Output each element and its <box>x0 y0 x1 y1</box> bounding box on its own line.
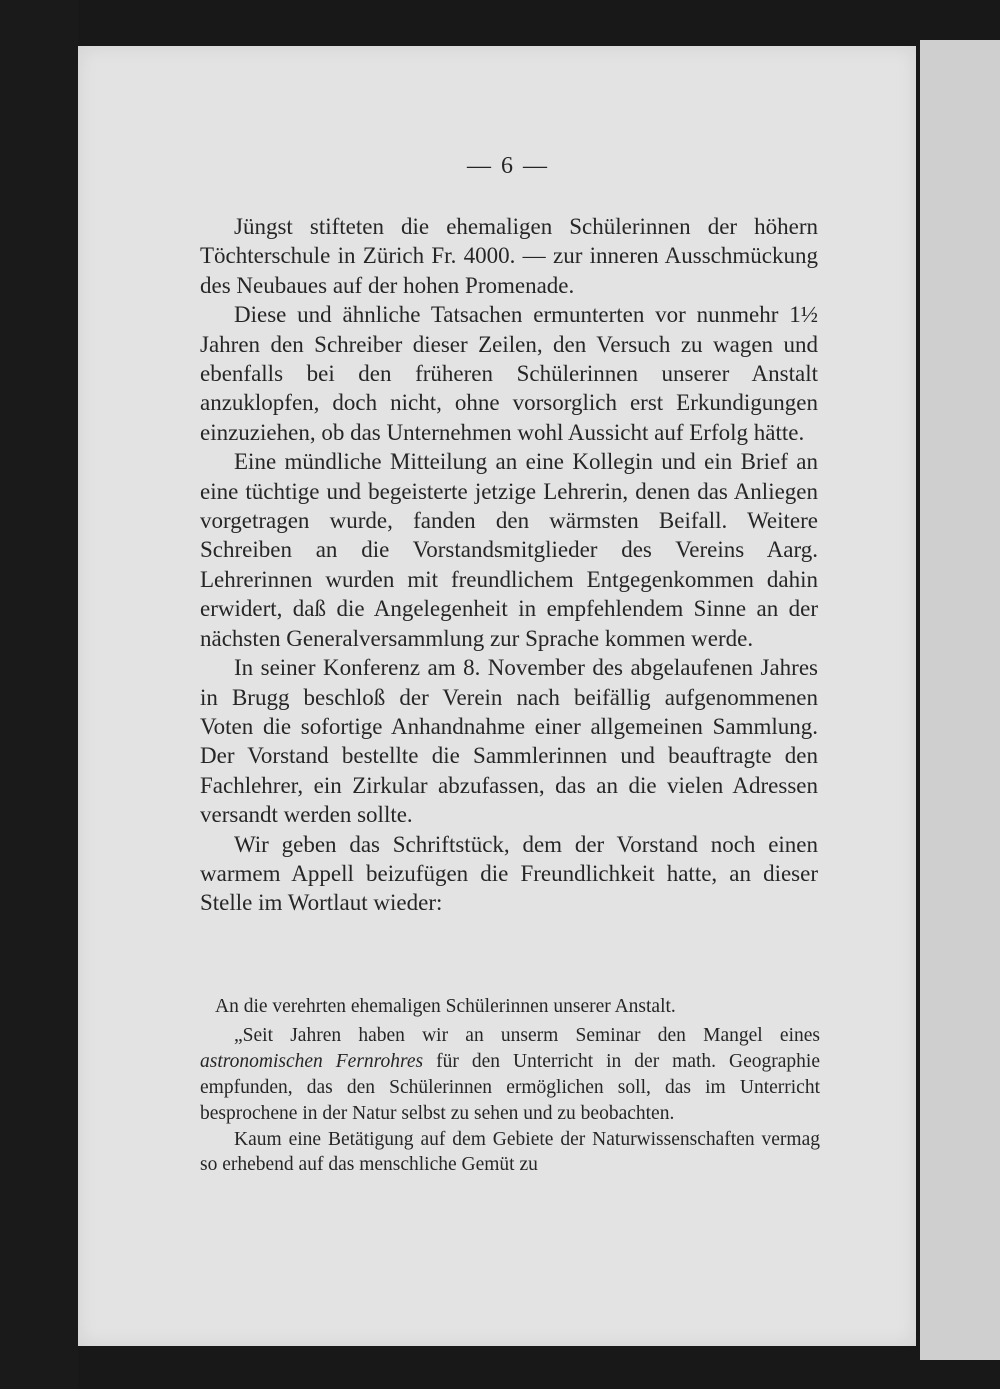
paragraph: Wir geben das Schriftstück, dem der Vorstand noch einen warmem Appell beizufügen die Freundlichkeit hatte, an dieser Stelle im Wortlaut wieder: <box>200 831 818 916</box>
letter-paragraph <box>200 1023 820 1127</box>
main-text <box>200 212 818 918</box>
letter-text: für den Unterricht in der math. Geographie empfunden, das den Schülerinnen ermöglichen soll, das im Unterricht besprochene in der Natur selbst zu sehen und zu beobachten. <box>200 1050 820 1124</box>
letter-emphasis: astronomischen Fernrohres <box>200 1050 424 1072</box>
scan-border <box>0 0 78 1389</box>
letter-text: „Seit Jahren haben wir an unserm Seminar den Mangel eines <box>234 1024 820 1046</box>
paragraph: Diese und ähnliche Tatsachen ermunterten vor nunmehr 1½ Jahren den Schreiber dieser Zeilen, den Versuch zu wagen und ebenfalls bei den früheren Schülerinnen unserer Anstalt anzuklopfen, doch nicht, ohne vorsorglich erst Erkundigungen einzuziehen, ob das Unternehmen wohl Aussicht auf Erfolg hätte. <box>200 302 818 445</box>
adjacent-page-edge <box>920 40 1000 1360</box>
paragraph: In seiner Konferenz am 8. November des abgelaufenen Jahres in Brugg beschloß der Verein nach beifällig aufgenommenen Voten die sofortige Anhandnahme einer allgemeinen Sammlung. Der Vorstand bestellte die Sammlerinnen und beauftragte den Fachlehrer, ein Zirkular abzufassen, das an die vielen Adressen versandt werden sollte. <box>200 655 818 828</box>
quoted-letter <box>200 994 820 1178</box>
paragraph: Jüngst stifteten die ehemaligen Schülerinnen der höhern Töchterschule in Zürich Fr. 4000. — zur inneren Ausschmückung des Neubaues auf der hohen Promenade. <box>200 214 818 298</box>
paragraph: Eine mündliche Mitteilung an eine Kollegin und ein Brief an eine tüchtige und begeisterte jetzige Lehrerin, denen das Anliegen vorgetragen wurde, fanden den wärmsten Beifall. Weitere Schreiben an die Vorstandsmitglieder des Vereins Aarg. Lehrerinnen wurden mit freundlichem Entgegenkommen dahin erwidert, daß die Angelegenheit in empfehlendem Sinne an der nächsten Generalversammlung zur Sprache kommen werde. <box>200 449 818 651</box>
letter-paragraph: Kaum eine Betätigung auf dem Gebiete der Naturwissenschaften vermag so erhebend auf das menschliche Gemüt zu <box>200 1128 820 1176</box>
page-number: — 6 — <box>467 153 549 179</box>
letter-salutation: An die verehrten ehemaligen Schülerinnen unserer Anstalt. <box>215 996 676 1017</box>
